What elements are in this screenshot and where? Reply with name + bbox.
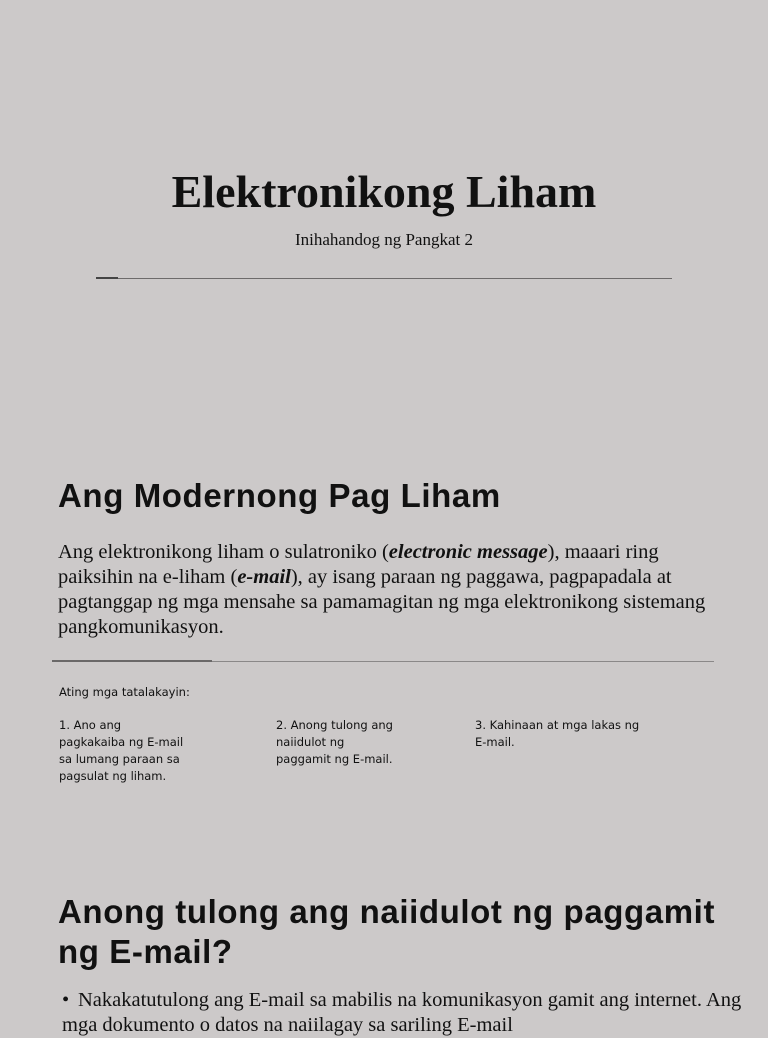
modern-letter-slide xyxy=(0,440,768,860)
modern-letter-paragraph xyxy=(58,540,718,640)
presentation-title: Elektronikong Liham xyxy=(171,166,597,217)
term-electronic-message: electronic message xyxy=(388,541,548,563)
title-divider-accent xyxy=(96,277,118,279)
modern-letter-heading: Ang Modernong Pag Liham xyxy=(58,477,501,514)
title-divider xyxy=(96,278,672,279)
paragraph-text-2: ), maaari ring paiksihin na e-liham ( xyxy=(58,541,659,588)
bullet-item xyxy=(62,988,762,1038)
paragraph-text-3: ), ay isang paraan ng paggawa, pagpapadala at pagtanggap ng mga mensahe sa pamamagitan ng mga elektronikong sistemang pangkomunikasyon. xyxy=(58,566,706,638)
bullet-text: Nakakatutulong ang E-mail sa mabilis na komunikasyon gamit ang internet. Ang mga dokumento o datos na naiilagay sa sariling E-mail xyxy=(62,989,742,1036)
section-divider xyxy=(52,661,714,662)
title-slide xyxy=(0,0,768,440)
topic-item-2: 2. Anong tulong ang naiidulot ng paggamit ng E-mail. xyxy=(276,718,393,766)
bullet-marker: • xyxy=(62,989,70,1011)
paragraph-text-1: Ang elektronikong liham o sulatroniko ( xyxy=(58,541,389,563)
term-e-mail: e-mail xyxy=(237,566,291,588)
section-divider-accent xyxy=(52,660,212,662)
email-help-heading: Anong tulong ang naiidulot ng paggamit ng E-mail? xyxy=(58,893,716,970)
presentation-subtitle: Inihahandog ng Pangkat 2 xyxy=(295,230,473,249)
topics-label: Ating mga tatalakayin: xyxy=(59,685,190,699)
email-help-slide xyxy=(0,860,768,1036)
topic-item-1: 1. Ano ang pagkakaiba ng E-mail sa lumang paraan sa pagsulat ng liham. xyxy=(59,718,184,783)
topic-item-3: 3. Kahinaan at mga lakas ng E-mail. xyxy=(475,718,640,749)
